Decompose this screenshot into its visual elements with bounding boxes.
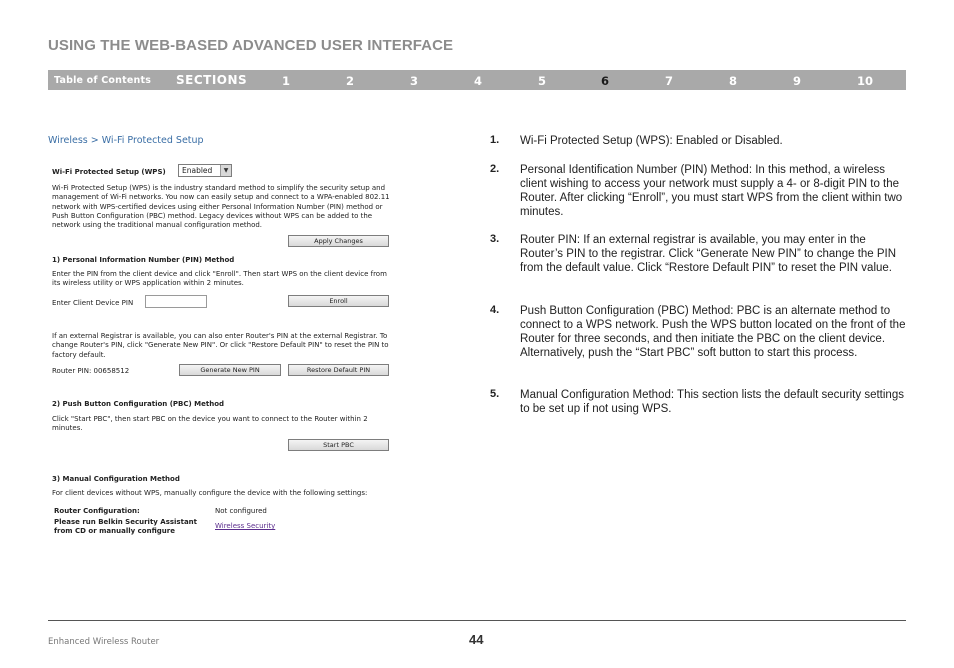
list-item-number: 5. xyxy=(490,388,500,400)
apply-changes-button[interactable]: Apply Changes xyxy=(288,235,389,247)
section-link-7[interactable]: 7 xyxy=(664,74,673,88)
page-number: 44 xyxy=(469,632,484,647)
run-assistant-label: Please run Belkin Security Assistant from CD or manually configure xyxy=(54,518,198,536)
footer-divider xyxy=(48,620,906,621)
list-item-number: 3. xyxy=(490,233,500,245)
list-item-text: Push Button Configuration (PBC) Method: PBC is an alternate method to connect to a WPS network. Push the WPS button located on the front of the Router for three seconds, and then initiate the PBC on the client device. Alternatively, push the “Start PBC” soft button to start this process. xyxy=(520,305,906,360)
sections-label: SECTIONS xyxy=(176,73,248,87)
footer-product-name: Enhanced Wireless Router xyxy=(48,637,160,647)
list-item-number: 2. xyxy=(490,163,500,175)
page-header-title: USING THE WEB-BASED ADVANCED USER INTERFACE xyxy=(48,37,454,54)
generate-new-pin-button[interactable]: Generate New PIN xyxy=(179,364,281,376)
pbc-method-heading: 2) Push Button Configuration (PBC) Method xyxy=(52,400,225,408)
section-link-6[interactable]: 6 xyxy=(600,74,609,88)
registrar-description: If an external Registrar is available, you can also enter Router's PIN at the external Registrar. To change Router's PIN, click "Generate New PIN". Or click "Restore Default PIN" to reset the PIN to factory default. xyxy=(52,332,389,359)
restore-default-pin-button[interactable]: Restore Default PIN xyxy=(288,364,389,376)
client-pin-label: Enter Client Device PIN xyxy=(52,299,134,307)
section-link-3[interactable]: 3 xyxy=(409,74,418,88)
section-link-8[interactable]: 8 xyxy=(728,74,737,88)
section-link-5[interactable]: 5 xyxy=(537,74,546,88)
wps-select-value: Enabled xyxy=(182,166,213,175)
pin-method-heading: 1) Personal Information Number (PIN) Method xyxy=(52,256,235,264)
section-link-9[interactable]: 9 xyxy=(792,74,801,88)
router-config-label: Router Configuration: xyxy=(54,507,140,515)
section-link-1[interactable]: 1 xyxy=(281,74,290,88)
router-config-value: Not configured xyxy=(215,507,267,515)
section-link-2[interactable]: 2 xyxy=(345,74,354,88)
enroll-button[interactable]: Enroll xyxy=(288,295,389,307)
wps-label: Wi-Fi Protected Setup (WPS) xyxy=(52,168,166,176)
section-link-4[interactable]: 4 xyxy=(473,74,482,88)
breadcrumb: Wireless > Wi-Fi Protected Setup xyxy=(48,135,204,146)
section-link-10[interactable]: 10 xyxy=(856,74,873,88)
list-item-number: 4. xyxy=(490,304,500,316)
start-pbc-button[interactable]: Start PBC xyxy=(288,439,389,451)
manual-method-heading: 3) Manual Configuration Method xyxy=(52,475,180,483)
wps-description: Wi-Fi Protected Setup (WPS) is the industry standard method to simplify the security setup and management of Wi-Fi networks. You now can easily setup and connect to a WPA-enabled 802.11 network with WPS-certified devices using either Personal Information Number (PIN) method or Push Button Configuration (PBC) method. Legacy devices without WPS can be added to the network using the traditional manual configuration method. xyxy=(52,184,390,230)
chevron-down-icon: ▼ xyxy=(220,165,231,176)
manual-method-description: For client devices without WPS, manually configure the device with the following settings: xyxy=(52,489,368,497)
wireless-security-link[interactable]: Wireless Security xyxy=(215,522,276,530)
router-pin-readout: Router PIN: 00658512 xyxy=(52,367,130,375)
wps-select[interactable] xyxy=(178,164,232,177)
pin-method-description: Enter the PIN from the client device and click "Enroll". Then start WPS on the client device from its wireless utility or WPS application within 2 minutes. xyxy=(52,270,387,288)
list-item-number: 1. xyxy=(490,134,500,146)
list-item-text: Manual Configuration Method: This section lists the default security settings to be set up if not using WPS. xyxy=(520,389,904,416)
list-item-text: Personal Identification Number (PIN) Method: In this method, a wireless client wishing to access your network must supply a 4- or 8-digit PIN to the Router. After clicking “Enroll”, you must start WPS from the client within two minutes. xyxy=(520,164,903,219)
pbc-method-description: Click "Start PBC", then start PBC on the device you want to connect to the Router within 2 minutes. xyxy=(52,415,368,433)
list-item-text: Router PIN: If an external registrar is available, you may enter in the Router’s PIN to the registrar. Click “Generate New PIN” to change the PIN from the default value. Click “Restore Default PIN” to reset the PIN value. xyxy=(520,234,897,275)
section-nav-bar xyxy=(48,70,906,90)
client-pin-input[interactable] xyxy=(145,295,207,308)
table-of-contents-link[interactable]: Table of Contents xyxy=(54,75,152,86)
list-item-text: Wi-Fi Protected Setup (WPS): Enabled or Disabled. xyxy=(520,135,783,147)
